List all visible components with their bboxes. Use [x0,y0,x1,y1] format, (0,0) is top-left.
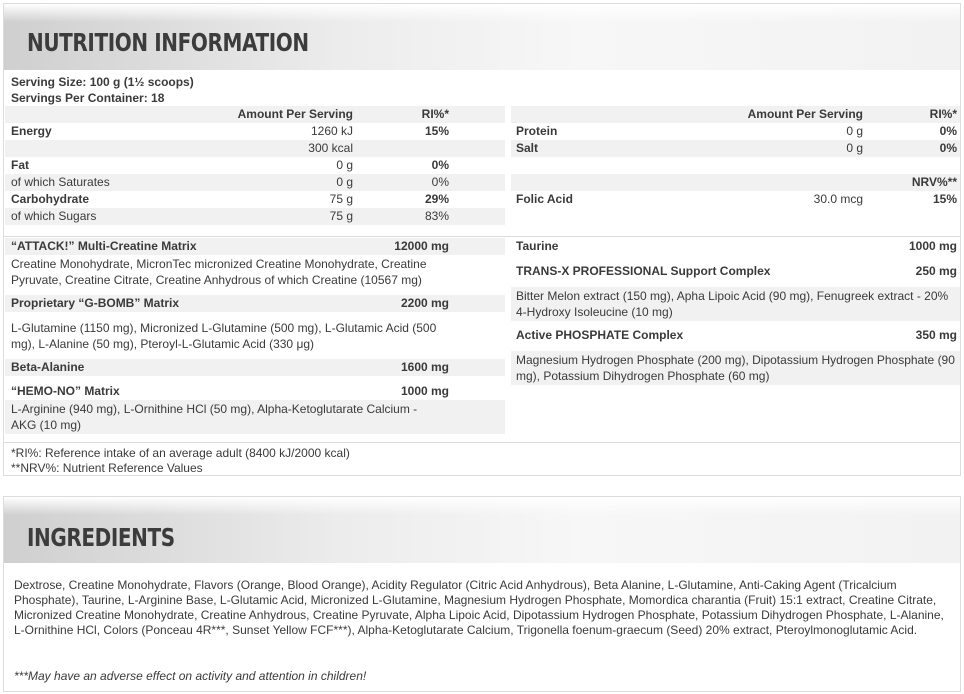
nutrition-panel [3,3,961,476]
right-row-salt [511,140,960,157]
left-table-row [5,140,505,157]
left-table-header [5,106,505,123]
matrix-beta-head [5,359,505,376]
left-row-amount: 0 g [336,158,353,172]
matrix-hemo-desc: L-Arginine (940 mg), L-Ornithine HCl (50 mg), Alpha-Ketoglutarate Calcium - AKG (10 mg) [11,402,418,432]
folic-amount: 30.0 mcg [813,192,863,206]
nutrition-title: NUTRITION INFORMATION [27,28,309,57]
left-row-ri: 0% [431,175,449,189]
ingredients-text: Dextrose, Creatine Monohydrate, Flavors (Orange, Blood Orange), Acidity Regulator (Citric Acid Anhydrous), Beta Alanine, L-Glutamine, Anti-Caking Agent (Tricalcium Phosphate), Taurine, L-Arginine Base, L-Glutamic Acid, Micronized L-Glutamine, Magnesium Hydrogen Phosphate, Momordica charantia (Fruit) 15:1 extract, Creatine Citrate, Micronized Creatine Monohydrate, Creatine Anhydrous, Creatine Pyruvate, Alpha Lipoic Acid, Dipotassium Hydrogen Phosphate, Potassium Dihydrogen Phosphate, L-Alanine, L-Ornithine HCl, Colors (Ponceau 4R***, Sunset Yellow FCF***), Alpha-Ketoglutarate Calcium, Trigonella foenum-graecum (Seed) 20% extract, Pteroylmonoglutamic Acid. [14,578,944,637]
matrix-amount: 1600 mg [400,360,449,374]
matrix-name: Active PHOSPHATE Complex [516,328,684,342]
right-row-folic [511,191,960,208]
left-table-row [5,174,505,191]
matrix-attack-head [5,238,505,255]
matrix-gbomb-desc: L-Glutamine (1150 mg), Micronized L-Glutamine (500 mg), L-Glutamic Acid (500 mg), L-Alanine (50 mg), Pteroyl-L-Glutamic Acid (330 μg) [11,321,437,351]
matrix-amount: 250 mg [915,264,957,278]
left-table-row [5,157,505,174]
right-row-blank [511,157,960,174]
right-header-ri: RI%* [929,107,957,121]
ingredients-title: INGREDIENTS [27,523,175,552]
left-table-row [5,208,505,225]
right-header-amount: Amount Per Serving [747,107,863,121]
matrix-transx-head [511,263,960,280]
left-header-ri: RI%* [421,107,449,121]
matrix-name: “HEMO-NO” Matrix [11,384,120,398]
matrix-phosphate-desc: Magnesium Hydrogen Phosphate (200 mg), Dipotassium Hydrogen Phosphate (90 mg), Potassium Dihydrogen Phosphate (60 mg) [516,353,955,383]
nrv-header: NRV%** [911,175,957,189]
footnote-nrv: **NRV%: Nutrient Reference Values [11,461,203,475]
matrix-amount: 2200 mg [400,296,449,310]
left-row-amount: 0 g [336,175,353,189]
matrix-amount: 12000 mg [394,239,449,253]
matrix-attack-desc: Creatine Monohydrate, MicronTec micronized Creatine Monohydrate, Creatine Pyruvate, Creatine Citrate, Creatine Anhydrous of which Creatine (10567 mg) [11,257,427,287]
ingredients-note: ***May have an adverse effect on activity and attention in children! [14,669,367,683]
matrix-name: “ATTACK!” Multi-Creatine Matrix [11,239,197,253]
folic-nrv: 15% [932,192,957,206]
folic-label: Folic Acid [516,192,573,206]
matrix-name: TRANS-X PROFESSIONAL Support Complex [516,264,771,278]
left-table-row [5,123,505,140]
left-row-amount: 1260 kJ [310,124,353,138]
matrix-amount: 1000 mg [908,239,957,253]
ingredients-panel [3,496,961,692]
matrix-name: Beta-Alanine [11,360,85,374]
left-table-row [5,191,505,208]
footnote-ri: *RI%: Reference intake of an average adult (8400 kJ/2000 kcal) [11,446,350,460]
left-row-ri: 29% [424,192,449,206]
matrix-taurine-head [511,238,960,255]
left-row-ri: 0% [431,158,449,172]
matrix-amount: 1000 mg [400,384,449,398]
matrix-hemo-desc-box [5,400,505,434]
matrix-name: Taurine [516,239,559,253]
right-row-ri: 0% [939,141,957,155]
right-row-ri: 0% [939,124,957,138]
right-row-protein [511,123,960,140]
left-header-amount: Amount Per Serving [237,107,353,121]
left-row-label: of which Saturates [11,175,110,189]
right-table-header [511,106,960,123]
right-row-label: Protein [516,124,558,138]
matrix-phosphate-desc-box [511,351,960,385]
serving-size: Serving Size: 100 g (1½ scoops) [11,75,194,89]
matrix-hemo-head [5,383,505,400]
left-row-label: Carbohydrate [11,192,90,206]
matrix-name: Proprietary “G-BOMB” Matrix [11,296,180,310]
right-row-amount: 0 g [846,124,863,138]
nrv-header-row [511,174,960,191]
left-row-ri: 15% [424,124,449,138]
matrix-amount: 350 mg [915,328,957,342]
left-row-amount: 75 g [329,192,353,206]
left-row-label: Fat [11,158,29,172]
left-row-amount: 300 kcal [308,141,353,155]
matrix-transx-desc: Bitter Melon extract (150 mg), Apha Lipoic Acid (90 mg), Fenugreek extract - 20% 4-Hydroxy Isoleucine (10 mg) [516,289,949,319]
matrix-transx-desc-box [511,287,960,321]
left-row-label: Energy [11,124,52,138]
divider [4,442,960,443]
left-row-ri: 83% [424,209,449,223]
servings-per-container: Servings Per Container: 18 [11,91,165,105]
right-row-label: Salt [516,141,539,155]
matrix-phosphate-head [511,327,960,344]
matrix-gbomb-head [5,295,505,312]
divider [4,236,960,237]
right-row-amount: 0 g [846,141,863,155]
left-row-amount: 75 g [329,209,353,223]
left-row-label: of which Sugars [11,209,97,223]
